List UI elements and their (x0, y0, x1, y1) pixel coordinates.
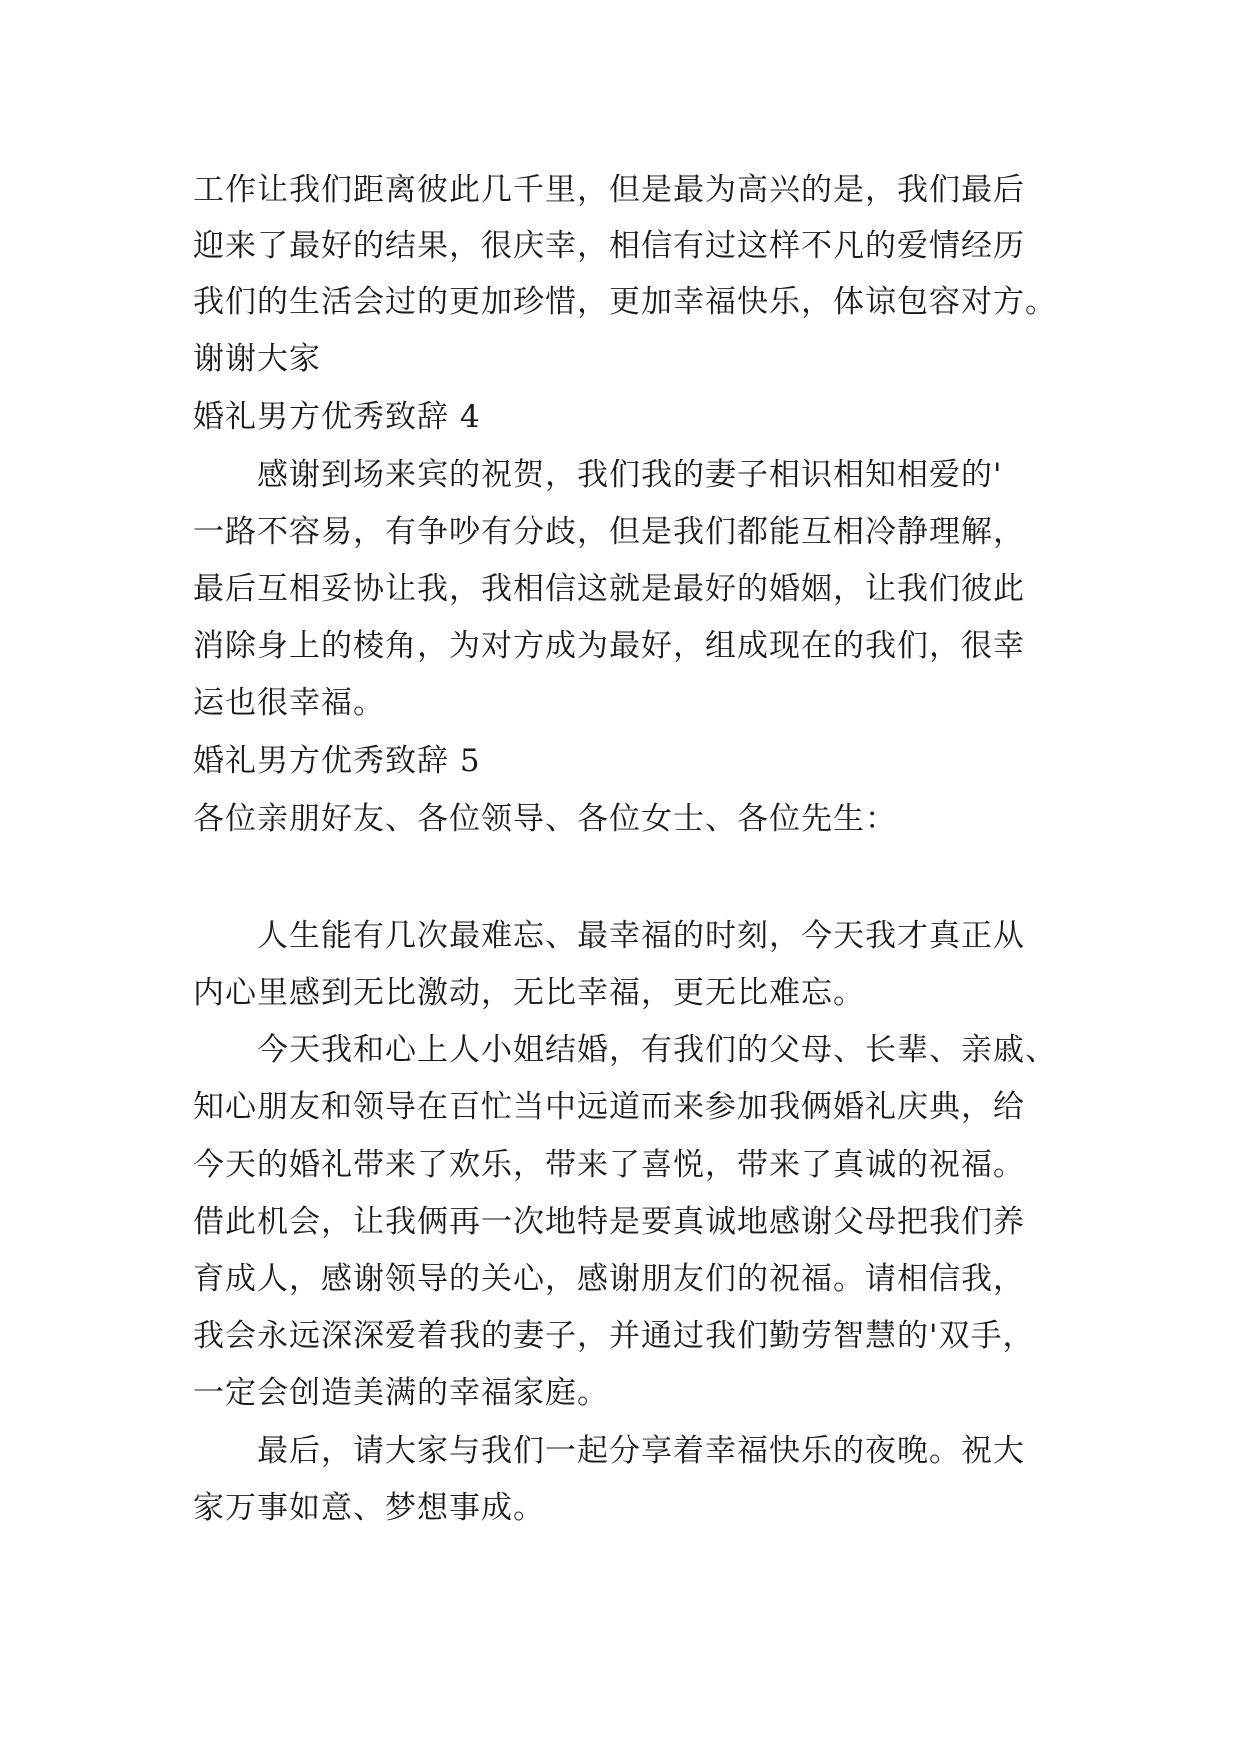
text-line: 迎来了最好的结果，很庆幸，相信有过这样不凡的爱情经历 (193, 228, 1025, 264)
text-line: 我会永远深深爱着我的妻子，并通过我们勤劳智慧的'双手， (193, 1318, 1035, 1354)
text-line: 一路不容易，有争吵有分歧，但是我们都能互相冷静理解， (193, 514, 1025, 550)
text-line: 家万事如意、梦想事成。 (193, 1490, 545, 1526)
section-heading: 婚礼男方优秀致辞 4 (193, 399, 481, 435)
section-heading: 婚礼男方优秀致辞 5 (193, 743, 481, 779)
text-line: 消除身上的棱角，为对方成为最好，组成现在的我们，很幸 (193, 628, 1025, 664)
text-line: 我们的生活会过的更加珍惜，更加幸福快乐，体谅包容对方。 (193, 284, 1057, 320)
paragraph-first-line: 最后，请大家与我们一起分享着幸福快乐的夜晚。祝大 (257, 1433, 1025, 1469)
text-line: 谢谢大家 (193, 341, 321, 377)
text-line: 工作让我们距离彼此几千里，但是最为高兴的是，我们最后 (193, 172, 1025, 208)
text-line: 运也很幸福。 (193, 685, 385, 721)
text-line: 一定会创造美满的幸福家庭。 (193, 1375, 609, 1411)
paragraph-first-line: 感谢到场来宾的祝贺，我们我的妻子相识相知相爱的' (257, 457, 1003, 493)
text-line: 今天的婚礼带来了欢乐，带来了喜悦，带来了真诚的祝福。 (193, 1147, 1025, 1183)
salutation: 各位亲朋好友、各位领导、各位女士、各位先生： (193, 801, 897, 837)
paragraph-first-line: 人生能有几次最难忘、最幸福的时刻，今天我才真正从 (257, 918, 1025, 954)
text-line: 借此机会，让我俩再一次地特是要真诚地感谢父母把我们养 (193, 1204, 1025, 1240)
text-line: 最后互相妥协让我，我相信这就是最好的婚姻，让我们彼此 (193, 571, 1025, 607)
text-line: 育成人，感谢领导的关心，感谢朋友们的祝福。请相信我， (193, 1261, 1025, 1297)
text-line: 知心朋友和领导在百忙当中远道而来参加我俩婚礼庆典，给 (193, 1089, 1025, 1125)
paragraph-first-line: 今天我和心上人小姐结婚，有我们的父母、长辈、亲戚、 (257, 1032, 1057, 1068)
text-line: 内心里感到无比激动，无比幸福，更无比难忘。 (193, 975, 865, 1011)
